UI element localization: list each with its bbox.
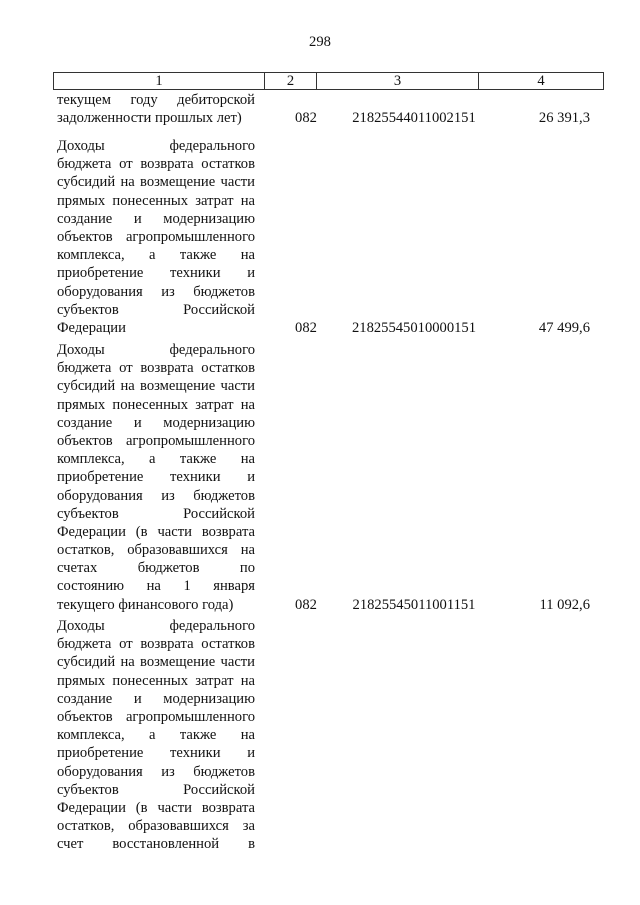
description-line: Федерации (в части возврата [57, 523, 255, 540]
table-row [57, 91, 590, 127]
description-line: приобретение техники и [57, 745, 255, 762]
description-line: субъектов Российской [57, 301, 255, 318]
column-header-4: 4 [479, 73, 604, 90]
description-line: создание и модернизацию [57, 414, 255, 431]
description-line: комплекса, а также на [57, 727, 255, 744]
amount: 47 499,6 [538, 319, 590, 336]
description-line: комплекса, а также на [57, 451, 255, 468]
description-line: Доходы федерального [57, 138, 255, 154]
description-line: комплекса, а также на [57, 247, 255, 264]
description-line: остатков, образовавшихся на [57, 542, 255, 559]
description-line: приобретение техники и [57, 469, 255, 486]
description-line: субсидий на возмещение части [57, 654, 255, 671]
column-header-3: 3 [317, 73, 479, 90]
description-line: приобретение техники и [57, 265, 255, 282]
table-row [57, 617, 255, 853]
description-line: счет восстановленной в [57, 836, 255, 853]
admin-code: 082 [295, 319, 317, 336]
budget-classification-code: 21825545010000151 [351, 319, 477, 336]
table-row [57, 137, 590, 337]
description-line: Доходы федерального [57, 342, 255, 358]
description-line: остатков, образовавшихся за [57, 818, 255, 835]
column-header-row [53, 72, 604, 90]
description-line: счетах бюджетов по [57, 560, 255, 577]
description-line: Федерации (в части возврата [57, 799, 255, 816]
description-line: состоянию на 1 января [57, 578, 255, 595]
page-number: 298 [309, 34, 331, 50]
amount: 26 391,3 [538, 110, 590, 127]
column-header-1: 1 [54, 73, 265, 90]
admin-code: 082 [295, 596, 317, 613]
amount: 11 092,6 [539, 596, 590, 613]
description-line: бюджета от возврата остатков [57, 156, 255, 173]
budget-classification-code: 21825545011001151 [352, 596, 476, 613]
description-line: субсидий на возмещение части [57, 174, 255, 191]
description-line: бюджета от возврата остатков [57, 360, 255, 377]
description-line: прямых понесенных затрат на [57, 672, 255, 689]
description-line: объектов агропромышленного [57, 432, 255, 449]
description-line: объектов агропромышленного [57, 708, 255, 725]
budget-classification-code: 21825544011002151 [352, 110, 476, 127]
description-line: объектов агропромышленного [57, 228, 255, 245]
description-line: прямых понесенных затрат на [57, 396, 255, 413]
description-line: субъектов Российской [57, 505, 255, 522]
description-line: прямых понесенных затрат на [57, 192, 255, 209]
description-line: создание и модернизацию [57, 690, 255, 707]
description-line: субъектов Российской [57, 781, 255, 798]
description-line: задолженности прошлых лет) [57, 110, 242, 127]
description-line: оборудования из бюджетов [57, 763, 255, 780]
description-line: оборудования из бюджетов [57, 283, 255, 300]
description-line: текущем году дебиторской [57, 92, 255, 108]
description-line: Доходы федерального [57, 618, 255, 634]
description-line: бюджета от возврата остатков [57, 636, 255, 653]
description-line: Федерации [57, 319, 126, 336]
column-header-2: 2 [265, 73, 317, 90]
table-row [57, 341, 590, 614]
description-line: создание и модернизацию [57, 210, 255, 227]
admin-code: 082 [295, 110, 317, 127]
description-line: субсидий на возмещение части [57, 378, 255, 395]
description-line: оборудования из бюджетов [57, 487, 255, 504]
description-line: текущего финансового года) [57, 596, 234, 613]
